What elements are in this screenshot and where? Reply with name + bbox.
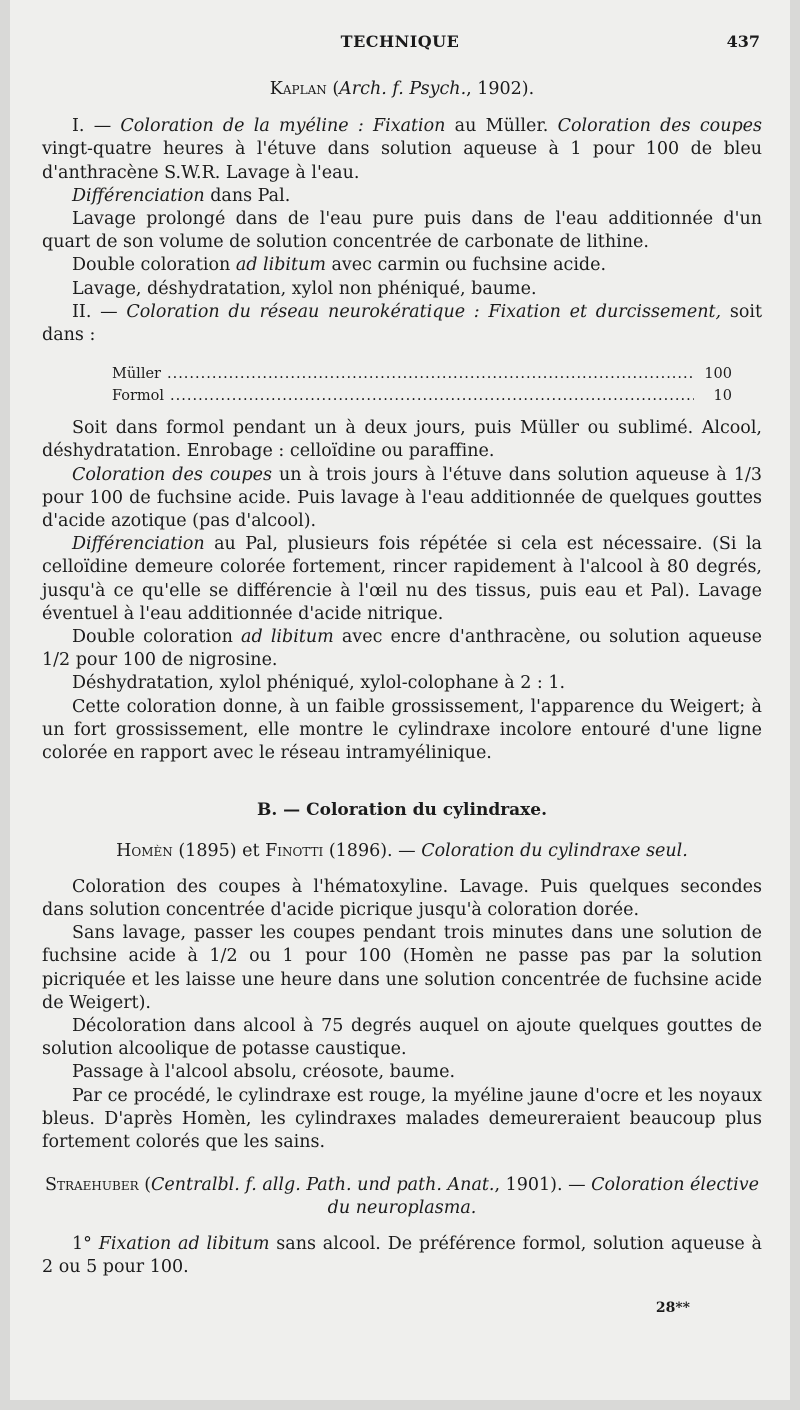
paragraph-s1 bbox=[42, 1233, 762, 1279]
homen-text2: (1896). — bbox=[323, 841, 422, 862]
signature-mark: 28** bbox=[655, 1300, 690, 1316]
paragraph-k5: Lavage, déshydratation, xylol non phéniqué, baume. bbox=[72, 278, 537, 299]
ref-open: ( bbox=[138, 1175, 152, 1196]
k2-italic: Différenciation bbox=[72, 185, 205, 206]
k10-text1: Double coloration bbox=[72, 627, 242, 648]
formula-table bbox=[112, 363, 732, 407]
paragraph-k12: Cette coloration donne, à un faible grossissement, l'apparence du Weigert; à un fort grossissement, elle montre le cylindraxe incolore entouré d'une ligne colorée en rapport avec le réseau intramyélinique. bbox=[42, 696, 762, 764]
straehuber-italic: Coloration élective du neuroplasma. bbox=[327, 1175, 760, 1219]
kaplan-heading bbox=[42, 78, 762, 101]
paragraph-k10 bbox=[42, 626, 762, 672]
s1-italic: Fixation ad libitum bbox=[98, 1233, 270, 1254]
k4-italic: ad libitum bbox=[235, 255, 326, 276]
running-head bbox=[10, 32, 790, 56]
s1-text1: 1° bbox=[72, 1233, 99, 1254]
homen-heading bbox=[42, 840, 762, 863]
ref-centralbl: Centralbl. f. allg. Path. und path. Anat. bbox=[151, 1175, 495, 1196]
k1-text2: vingt-quatre heures à l'étuve dans solution aqueuse à 1 pour 100 de bleu d'anthracène S.W.R. Lavage à l'eau. bbox=[42, 139, 762, 183]
ref-close: , 1902). bbox=[466, 79, 535, 99]
paragraph-k7: Soit dans formol pendant un à deux jours, puis Müller ou sublimé. Alcool, déshydratation. Enrobage : celloïdine ou paraffine. bbox=[42, 418, 762, 462]
s1-text2: sans alcool. De préférence formol, solution aqueuse à 2 ou 5 pour 100. bbox=[42, 1233, 762, 1277]
k8-text: un à trois jours à l'étuve dans solution aqueuse à 1/3 pour 100 de fuchsine acide. Puis lavage à l'eau additionnée de quelques gouttes d'acide azotique (pas d'alcool). bbox=[42, 464, 762, 532]
formula-row bbox=[112, 363, 732, 385]
author-finotti: Finotti bbox=[265, 841, 324, 862]
k2-text: dans Pal. bbox=[204, 185, 291, 206]
straehuber-heading bbox=[42, 1174, 762, 1220]
formula-quantity: 100 bbox=[704, 366, 732, 383]
k4-text2: avec carmin ou fuchsine acide. bbox=[325, 255, 607, 276]
paragraph-k6 bbox=[42, 301, 762, 347]
leader-dots bbox=[167, 363, 694, 385]
k6-num: II. — bbox=[72, 301, 127, 322]
k9-text: au Pal, plusieurs fois répétée si cela est nécessaire. (Si la celloïdine demeure colorée fortement, rincer rapidement à l'alcool à 80 degrés, jusqu'à ce qu'elle se différencie à l'œil nu des tissus, puis eau et Pal). Lavage éventuel à l'eau additionnée d'acide nitrique. bbox=[42, 534, 762, 624]
text-column bbox=[42, 78, 762, 1279]
formula-ingredient: Müller bbox=[112, 366, 161, 383]
ref-arch-psych: Arch. f. Psych. bbox=[339, 79, 467, 99]
k1-num: I. — bbox=[72, 116, 121, 137]
paragraph-k11: Déshydratation, xylol phéniqué, xylol-colophane à 2 : 1. bbox=[72, 673, 566, 694]
paragraph-k1 bbox=[42, 115, 762, 185]
straehuber-text: , 1901). — bbox=[494, 1175, 592, 1196]
page-number: 437 bbox=[726, 32, 760, 51]
k4-text1: Double coloration bbox=[72, 255, 236, 276]
leader-dots bbox=[170, 385, 694, 407]
document-page bbox=[10, 0, 790, 1400]
paragraph-k9 bbox=[42, 533, 762, 626]
k6-italic: Coloration du réseau neurokératique : Fixation et durcissement, bbox=[126, 301, 722, 322]
author-kaplan: Kaplan bbox=[269, 79, 327, 99]
paragraph-k8 bbox=[42, 464, 762, 534]
k1-text1: au Müller. bbox=[445, 116, 558, 137]
k10-text2: avec encre d'anthracène, ou solution aqueuse 1/2 pour 100 de nigrosine. bbox=[42, 627, 763, 671]
k1-title2: Coloration des coupes bbox=[557, 116, 763, 137]
k6-text: soit dans : bbox=[42, 301, 762, 346]
paragraph-h3: Décoloration dans alcool à 75 degrés auquel on ajoute quelques gouttes de solution alcoolique de potasse caustique. bbox=[42, 1015, 762, 1060]
paragraph-h4: Passage à l'alcool absolu, créosote, baume. bbox=[72, 1062, 456, 1083]
k1-title: Coloration de la myéline : Fixation bbox=[120, 116, 446, 137]
paragraph-k4 bbox=[42, 254, 762, 277]
paragraph-h2: Sans lavage, passer les coupes pendant trois minutes dans une solution de fuchsine acide à 1/2 ou 1 pour 100 (Homèn ne passe pas par la solution picriquée et les laisse une heure dans une solution concentrée de fuchsine acide de Weigert). bbox=[42, 923, 762, 1013]
author-straehuber: Straehuber bbox=[44, 1175, 139, 1196]
formula-row bbox=[112, 385, 732, 407]
author-homen: Homèn bbox=[116, 841, 173, 862]
formula-quantity: 10 bbox=[713, 388, 732, 405]
homen-text1: (1895) et bbox=[172, 841, 266, 862]
homen-italic: Coloration du cylindraxe seul. bbox=[421, 841, 688, 862]
paragraph-h1: Coloration des coupes à l'hématoxyline. Lavage. Puis quelques secondes dans solution concentrée d'acide picrique jusqu'à coloration dorée. bbox=[42, 876, 762, 920]
k9-italic: Différenciation bbox=[72, 534, 205, 555]
section-b-title: B. — Coloration du cylindraxe. bbox=[256, 800, 548, 821]
running-title: TECHNIQUE bbox=[340, 32, 460, 51]
paragraph-k2 bbox=[42, 185, 762, 208]
formula-ingredient: Formol bbox=[112, 388, 165, 405]
ref-open: ( bbox=[326, 79, 340, 99]
k8-italic: Coloration des coupes bbox=[72, 464, 272, 485]
paragraph-h5: Par ce procédé, le cylindraxe est rouge, la myéline jaune d'ocre et les noyaux bleus. D'après Homèn, les cylindraxes malades demeureraient beaucoup plus fortement colorés que les sains. bbox=[42, 1085, 762, 1152]
paragraph-k3: Lavage prolongé dans de l'eau pure puis dans de l'eau additionnée d'un quart de son volume de solution concentrée de carbonate de lithine. bbox=[42, 209, 762, 253]
k10-italic: ad libitum bbox=[241, 627, 334, 648]
